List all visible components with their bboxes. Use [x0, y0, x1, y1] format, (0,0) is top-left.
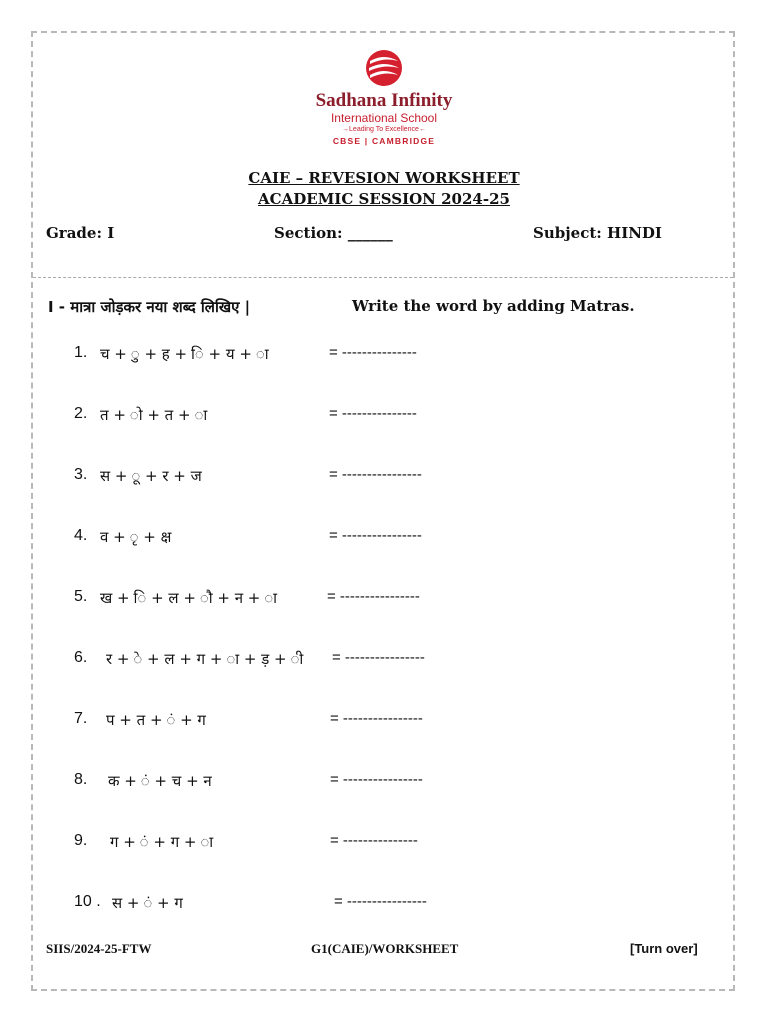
- footer-code: SIIS/2024-25-FTW: [46, 941, 152, 956]
- school-boards: CBSE | CAMBRIDGE: [332, 136, 436, 146]
- answer-blank: = ----------------: [329, 466, 422, 483]
- answer-blank: = ----------------: [330, 771, 423, 788]
- answer-blank: = ----------------: [329, 527, 422, 544]
- item-expression: ग + ं + ग + ा: [110, 833, 214, 851]
- school-tagline: →Leading To Excellence←: [342, 126, 426, 133]
- item-expression: ख + ि + ल + ौ + न + ा: [100, 589, 278, 607]
- item-number: 4.: [74, 527, 88, 544]
- grade-label: Grade: I: [46, 224, 115, 242]
- academic-session: ACADEMIC SESSION 2024-25: [258, 190, 510, 208]
- section-label: Section: ______: [274, 224, 393, 242]
- question-heading-hindi: I - मात्रा जोड़कर नया शब्द लिखिए |: [48, 298, 251, 316]
- list-item: [0, 710, 768, 734]
- list-item: [0, 649, 768, 673]
- school-logo: [302, 48, 466, 156]
- subject-label: Subject: HINDI: [533, 224, 662, 242]
- answer-blank: = ----------------: [327, 588, 420, 605]
- answer-blank: = ---------------: [329, 344, 417, 361]
- list-item: [0, 405, 768, 429]
- footer-worksheet-label: G1(CAIE)/WORKSHEET: [311, 941, 459, 956]
- school-emblem-icon: [364, 48, 404, 88]
- school-name: Sadhana Infinity: [315, 90, 453, 111]
- item-number: 7.: [74, 710, 88, 727]
- answer-blank: = ----------------: [334, 893, 427, 910]
- item-expression: स + ू + र + ज: [100, 467, 202, 485]
- item-expression: र + े + ल + ग + ा + ड़ + ी: [106, 650, 304, 668]
- item-expression: प + त + ं + ग: [106, 711, 206, 729]
- item-number: 1.: [74, 344, 88, 361]
- item-expression: त + ो + त + ा: [100, 406, 208, 424]
- answer-blank: = ----------------: [332, 649, 425, 666]
- list-item: [0, 466, 768, 490]
- list-item: [0, 893, 768, 917]
- question-heading-english: Write the word by adding Matras.: [352, 297, 635, 315]
- item-number: 3.: [74, 466, 88, 483]
- item-expression: व + ृ + क्ष: [100, 528, 172, 546]
- list-item: [0, 832, 768, 856]
- worksheet-title: CAIE – REVESION WORKSHEET: [248, 169, 520, 187]
- item-expression: स + ं + ग: [112, 894, 183, 912]
- item-number: 6.: [74, 649, 88, 666]
- item-number: 8.: [74, 771, 88, 788]
- answer-blank: = ---------------: [330, 832, 418, 849]
- item-expression: च + ु + ह + ि + य + ा: [100, 345, 269, 363]
- item-number: 5.: [74, 588, 88, 605]
- list-item: [0, 344, 768, 368]
- list-item: [0, 527, 768, 551]
- answer-blank: = ----------------: [330, 710, 423, 727]
- item-number: 9.: [74, 832, 88, 849]
- divider: [33, 277, 733, 278]
- list-item: [0, 588, 768, 612]
- item-expression: क + ं + च + न: [108, 772, 212, 790]
- answer-blank: = ---------------: [329, 405, 417, 422]
- item-number: 2.: [74, 405, 88, 422]
- turn-over-label: [Turn over]: [630, 941, 698, 956]
- item-number: 10 .: [74, 893, 101, 910]
- list-item: [0, 771, 768, 795]
- school-subtitle: International School: [330, 111, 438, 125]
